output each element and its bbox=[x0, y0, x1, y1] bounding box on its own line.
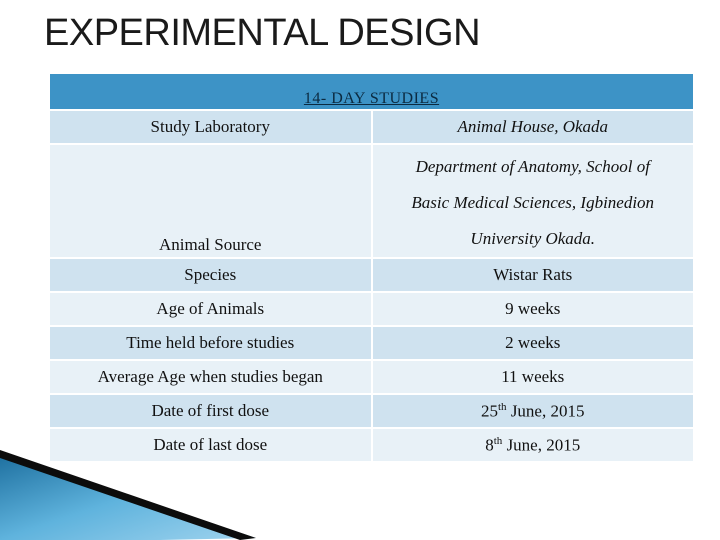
row-label: Date of last dose bbox=[49, 428, 372, 462]
table-row bbox=[49, 110, 694, 144]
row-label: Date of first dose bbox=[49, 394, 372, 428]
value-line: University Okada. bbox=[470, 229, 596, 248]
value-line: Basic Medical Sciences, Igbinedion bbox=[411, 193, 655, 212]
row-value: 11 weeks bbox=[372, 360, 695, 394]
row-label: Study Laboratory bbox=[49, 110, 372, 144]
table-row bbox=[49, 258, 694, 292]
row-value bbox=[372, 394, 695, 428]
row-value: Animal House, Okada bbox=[372, 110, 695, 144]
row-value: 2 weeks bbox=[372, 326, 695, 360]
row-value bbox=[372, 428, 695, 462]
row-label: Time held before studies bbox=[49, 326, 372, 360]
table-header bbox=[49, 73, 694, 110]
row-label: Species bbox=[49, 258, 372, 292]
decorative-corner-wedge bbox=[0, 440, 260, 540]
table-row bbox=[49, 360, 694, 394]
table-header-row bbox=[49, 73, 694, 110]
table-row bbox=[49, 394, 694, 428]
row-label: Average Age when studies began bbox=[49, 360, 372, 394]
table-row bbox=[49, 292, 694, 326]
row-value: Wistar Rats bbox=[372, 258, 695, 292]
date-day: 25 bbox=[481, 401, 498, 421]
row-value: 9 weeks bbox=[372, 292, 695, 326]
row-label: Age of Animals bbox=[49, 292, 372, 326]
study-design-table bbox=[48, 72, 695, 463]
date-rest: June, 2015 bbox=[502, 435, 581, 455]
row-label: Animal Source bbox=[49, 144, 372, 258]
date-suffix: th bbox=[493, 434, 503, 447]
row-value bbox=[372, 144, 695, 258]
date-rest: June, 2015 bbox=[506, 401, 585, 421]
date-suffix: th bbox=[498, 400, 507, 413]
table-header-text: 14- DAY STUDIES bbox=[303, 90, 440, 107]
table-row bbox=[49, 326, 694, 360]
page-title: EXPERIMENTAL DESIGN bbox=[44, 12, 481, 54]
date-day: 8 bbox=[485, 435, 494, 455]
value-line: Department of Anatomy, School of bbox=[415, 157, 650, 176]
table-row bbox=[49, 144, 694, 258]
